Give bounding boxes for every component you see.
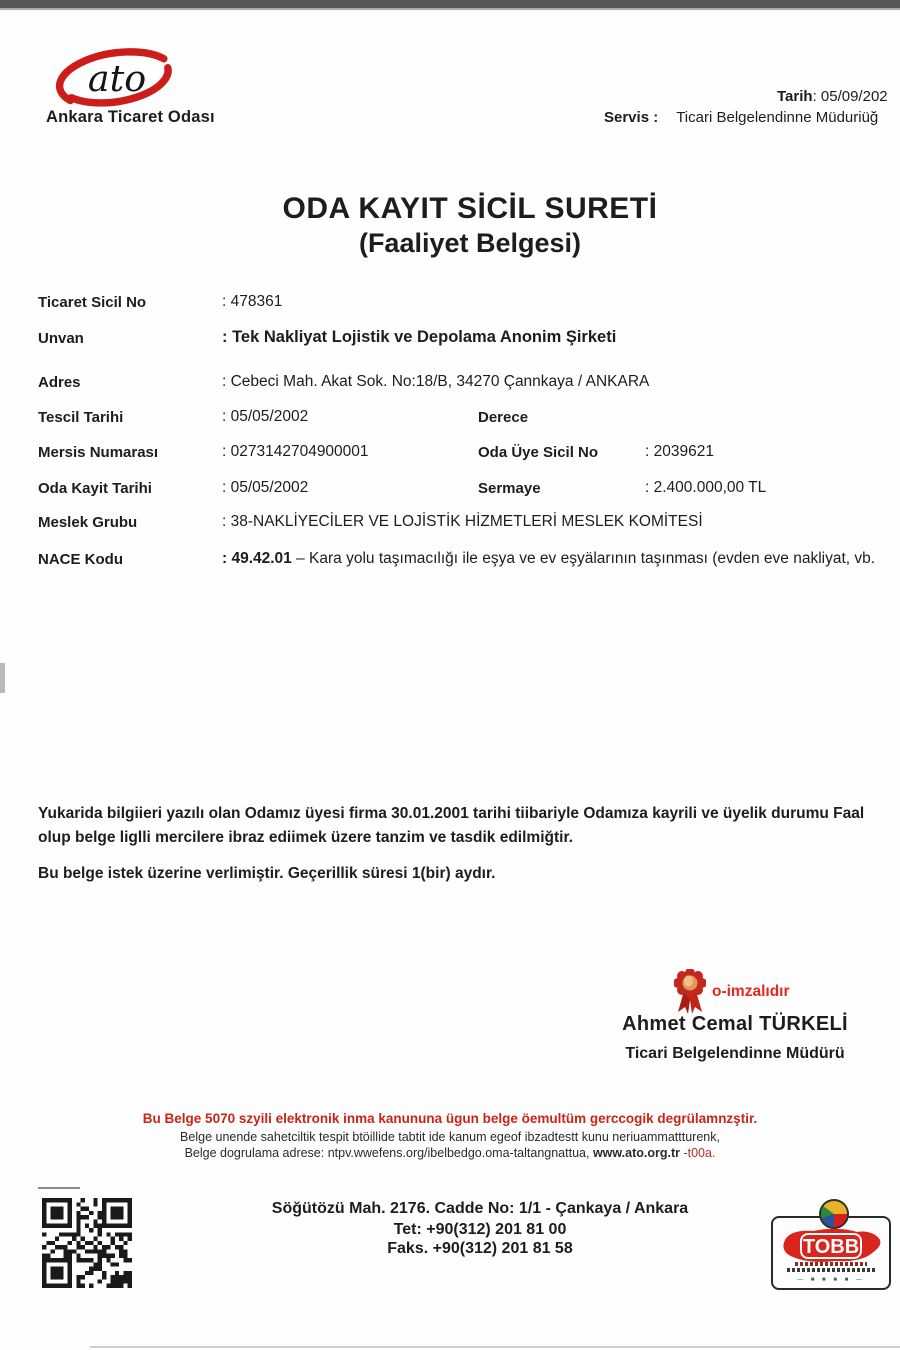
field-value-mersis: : 0273142704900001 xyxy=(222,443,369,460)
tobb-map-icon xyxy=(779,1224,883,1266)
field-value-adres: : Cebeci Mah. Akat Sok. No:18/B, 34270 Çannkaya / ANKARA xyxy=(222,373,650,390)
document-subtitle: (Faaliyet Belgesi) xyxy=(358,228,582,258)
field-value-unvan: : Tek Nakliyat Lojistik ve Depolama Anonim Şirketi xyxy=(222,328,617,346)
svg-text:TOBB: TOBB xyxy=(802,1236,860,1258)
field-label-oda-uye-sicil-no: Oda Üye Sicil No xyxy=(478,444,599,461)
tobb-dots-row: — ■ ■ ■ ■ — xyxy=(797,1277,865,1283)
signer-title: Ticari Belgelendinne Müdürü xyxy=(625,1045,845,1062)
date-line xyxy=(777,88,888,105)
field-label-meslek-grubu: Meslek Grubu xyxy=(38,514,138,531)
field-label-adres: Adres xyxy=(38,374,81,391)
scan-edge-artifact xyxy=(0,663,5,693)
field-label-unvan: Unvan xyxy=(38,330,84,347)
footer-address: Söğütözü Mah. 2176. Cadde No: 1/1 - Çankaya / Ankara xyxy=(271,1200,689,1217)
scan-top-bar xyxy=(0,0,900,10)
scan-footer-tick xyxy=(38,1187,80,1189)
footer-phone: Tet: +90(312) 201 81 00 xyxy=(393,1221,567,1238)
tobb-small-text-bar xyxy=(795,1262,867,1266)
field-label-ticaret-sicil-no: Ticaret Sicil No xyxy=(38,294,147,311)
service-line xyxy=(604,109,878,126)
field-label-sermaye: Sermaye xyxy=(478,480,541,497)
ato-logo-swoosh-icon xyxy=(52,48,182,110)
e-signature-label: o-imzalıdır xyxy=(712,983,790,1000)
tobb-logo xyxy=(771,1216,891,1290)
field-value-tescil-tarihi: : 05/05/2002 xyxy=(222,408,309,425)
document-title: ODA KAYIT SİCİL SURETİ xyxy=(282,192,658,225)
field-label-oda-kayit-tarihi: Oda Kayit Tarihi xyxy=(38,480,152,497)
field-value-oda-kayit-tarihi: : 05/05/2002 xyxy=(222,479,309,496)
field-value-meslek-grubu: : 38-NAKLİYECİLER VE LOJİSTİK HİZMETLERİ MESLEK KOMİTESİ xyxy=(222,513,703,530)
footer-fax: Faks. +90(312) 201 81 58 xyxy=(387,1240,573,1257)
disclaimer-line-2: Belge unende sahetciltik tespit btöillide tabtit ide kanum egeof ibzadtestt kunu neriuammattturenk, xyxy=(180,1130,720,1144)
field-label-nace-kodu: NACE Kodu xyxy=(38,551,123,568)
field-value-nace-kodu xyxy=(222,550,875,568)
field-label-tescil-tarihi: Tescil Tarihi xyxy=(38,409,124,426)
field-value-sermaye: : 2.400.000,00 TL xyxy=(645,479,767,496)
field-value-ticaret-sicil-no: : 478361 xyxy=(222,293,283,310)
verification-suffix: -t00a. xyxy=(679,1146,716,1160)
statement-paragraph: Yukarida bilgiieri yazılı olan Odamız üyesi firma 30.01.2001 tarihi tiibariyle Odamıza kayrili ve üyelik durumu Faal olup belge liglli mercilere ibraz ediimek üzere tanzim ve tasdik edilmiğtir. xyxy=(38,805,865,847)
svg-text:ato: ato xyxy=(87,57,147,101)
date-label: Tarih xyxy=(777,88,813,105)
date-value: : 05/09/202 xyxy=(812,88,888,105)
field-label-mersis: Mersis Numarası xyxy=(38,444,159,461)
org-name: Ankara Ticaret Odası xyxy=(46,108,215,126)
field-value-oda-uye-sicil-no: : 2039621 xyxy=(645,443,714,460)
disclaimer-line-3 xyxy=(25,1146,875,1160)
nace-code: : 49.42.01 xyxy=(222,550,292,567)
validity-paragraph: Bu belge istek üzerine verlimiştir. Geçerillik süresi 1(bir) aydır. xyxy=(38,865,496,882)
ato-logo xyxy=(52,48,182,110)
disclaimer-line-1: Bu Belge 5070 szyili elektronik inma kanununa ügun belge öemultüm gerccogik degrülamnzştir. xyxy=(142,1111,758,1126)
ato-website: www.ato.org.tr xyxy=(592,1146,680,1160)
scan-bottom-edge xyxy=(90,1346,900,1348)
nace-description: – Kara yolu taşımacılığı ile eşya ve ev eşyälarının taşınması (evden eve nakliyat, vb. xyxy=(291,550,876,567)
tobb-small-text-bar xyxy=(787,1268,875,1272)
service-label: Servis : xyxy=(604,109,659,126)
signer-name: Ahmet Cemal TÜRKELİ xyxy=(622,1013,848,1035)
verification-text: Belge dogrulama adrese: ntpv.wwefens.org/ibelbedgo.oma-taltangnattua, xyxy=(184,1146,593,1160)
service-value: Ticari Belgelendinne Müduriüğ xyxy=(676,109,879,126)
field-label-derece: Derece xyxy=(478,409,529,426)
